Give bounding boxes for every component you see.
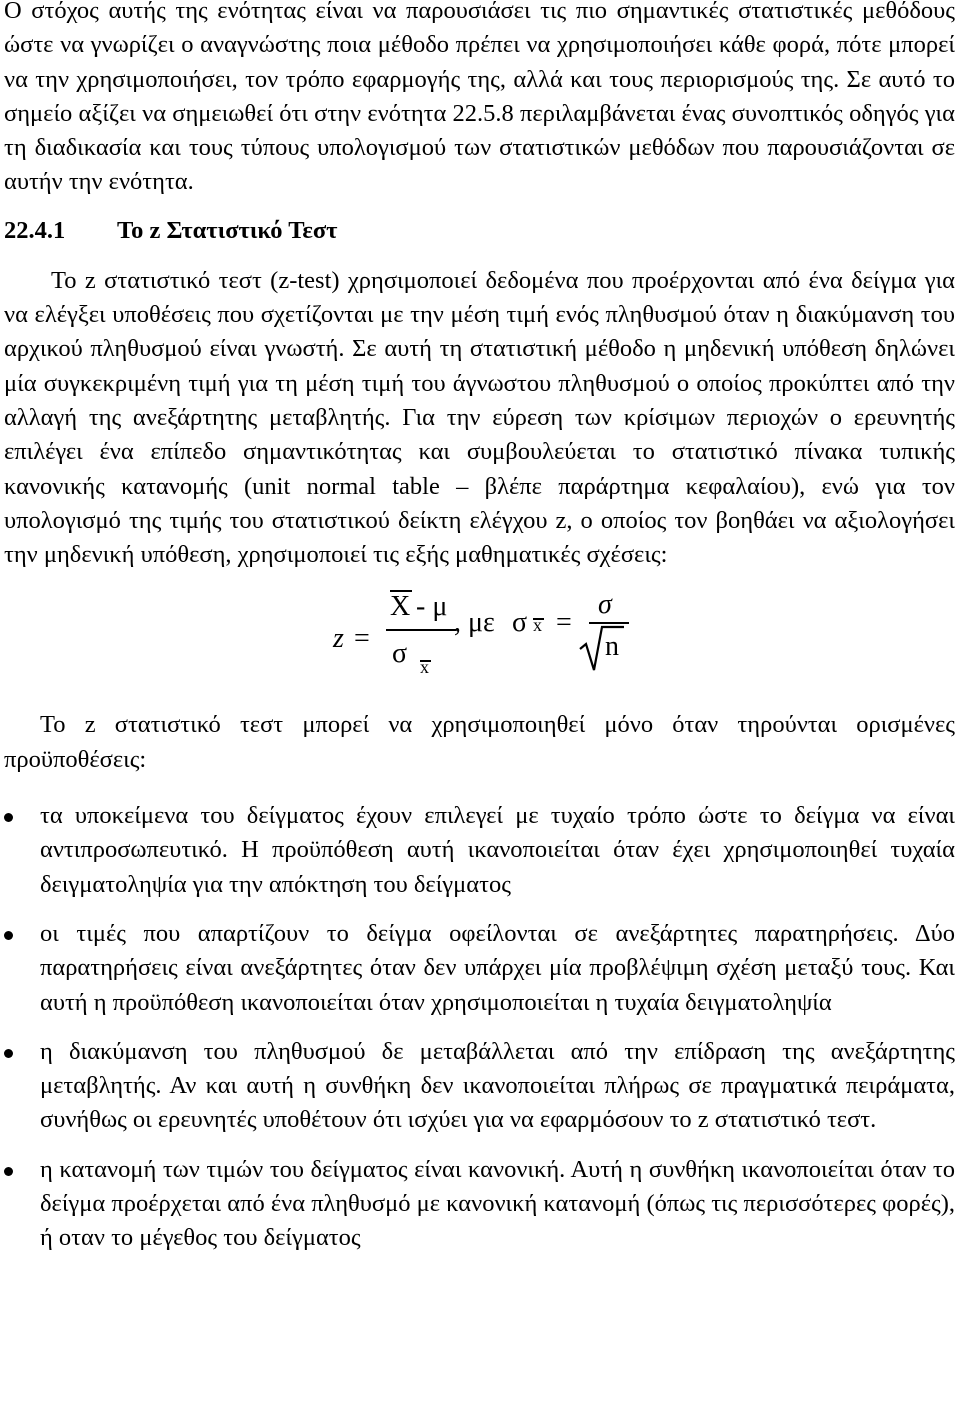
list-item-text: η κατανομή των τιμών του δείγματος είναι κανονική. Αυτή η συνθήκη ικανοποιείται όταν το δείγμα προέρχεται από ένα πληθυσμό με κανονική κατανομή (όπως τις περισσότερες φορές), ή οταν το μέγεθος του δείγματος xyxy=(40,1155,955,1252)
formula-sigma2: σ xyxy=(512,607,528,639)
formula-numerator-rest: - μ xyxy=(416,591,448,623)
intro-paragraph: Ο στόχος αυτής της ενότητας είναι να παρουσιάσει τις πιο σημαντικές στατιστικές μεθόδους ώστε να γνωρίζει ο αναγνώστης ποια μέθοδο πρέπει να χρησιμοποιήσει κάθε φορά, πότε μπορεί να την χρησιμοποιήσει, τον τρόπο εφαρμογής της, αλλά και τους περιορισμούς της. Σε αυτό το σημείο αξίζει να σημειωθεί ότι στην ενότητα 22.5.8 περιλαμβάνεται ένας συνοπτικός οδηγός για τη διαδικασία και τους τύπους υπολογισμού των στατιστικών μεθόδων που παρουσιάζονται σε αυτήν την ενότητα. xyxy=(4,0,955,196)
formula-subscript2-x: x xyxy=(533,615,542,636)
section-number: 22.4.1 xyxy=(4,216,66,244)
z-formula xyxy=(4,582,955,694)
formula-fraction-line xyxy=(386,629,456,631)
formula-frac2-denominator: n xyxy=(605,631,619,663)
formula-frac2-numerator: σ xyxy=(598,589,612,621)
formula-equals: = xyxy=(354,623,370,655)
list-item-text: η διακύμανση του πληθυσμού δε μεταβάλλεται από την επίδραση της ανεξάρτητης μεταβλητής. Αν και αυτή η συνθήκη δεν ικανοποιείται πλήρως σε πραγματικά πειράματα, συνήθως οι ερευνητές υποθέτουν ότι ισχύει για να εφαρμόσουν το z στατιστικό τεστ. xyxy=(40,1037,955,1134)
conditions-intro: Το z στατιστικό τεστ μπορεί να χρησιμοποιηθεί μόνο όταν τηρούνται ορισμένες προϋποθέσεις: xyxy=(4,711,955,773)
list-item xyxy=(4,1153,955,1256)
list-item-text: οι τιμές που απαρτίζουν το δείγμα οφείλονται σε ανεξάρτητες παρατηρήσεις. Δύο παρατηρήσεις είναι ανεξάρτητες όταν δεν υπάρχει μία προβλέψιμη σχέση μεταξύ τους. Και αυτή η προϋπόθεση ικανοποιείται όταν χρησιμοποιείται η τυχαία δειγματοληψία xyxy=(40,919,955,1016)
bullet-icon xyxy=(4,931,13,940)
formula-separator: , με xyxy=(454,607,495,639)
conditions-list xyxy=(4,799,955,1256)
formula-subscript-x: x xyxy=(420,657,429,678)
section-heading xyxy=(4,214,955,248)
bullet-icon xyxy=(4,1049,13,1058)
bullet-icon xyxy=(4,813,13,822)
list-item-text: τα υποκείμενα του δείγματος έχουν επιλεγεί με τυχαίο τρόπο ώστε το δείγμα να είναι αντιπροσωπευτικό. Η προϋπόθεση αυτή ικανοποιείται όταν έχει χρησιμοποιηθεί τυχαία δειγματοληψία για την απόκτηση του δείγματος xyxy=(40,802,955,898)
list-item xyxy=(4,917,955,1020)
formula-denominator-sigma: σ xyxy=(392,638,408,670)
list-item xyxy=(4,799,955,902)
bullet-icon xyxy=(4,1167,13,1176)
formula-z: z xyxy=(333,623,344,655)
formula-equals2: = xyxy=(556,607,572,639)
description-paragraph: Το z στατιστικό τεστ (z-test) χρησιμοποιεί δεδομένα που προέρχονται από ένα δείγμα για να ελέγξει υποθέσεις που σχετίζονται με την μέση τιμή ενός πληθυσμού όταν η διακύμανση του αρχικού πληθυσμού είναι γνωστή. Σε αυτή τη στατιστική μέθοδο η μηδενική υπόθεση δηλώνει μία συγκεκριμένη τιμή για τη μέση τιμή του άγνωστου πληθυσμού ο οποίος προκύπτει από την αλλαγή της ανεξάρτητης μεταβλητής. Για την εύρεση των κρίσιμων περιοχών ο ερευνητής επιλέγει ένα επίπεδο σημαντικότητας και συμβουλεύεται το στατιστικό πίνακα τυπικής κανονικής κατανομής (unit normal table – βλέπε παράρτημα κεφαλαίου), ενώ για τον υπολογισμό της τιμής του στατιστικού δείκτη ελέγχου z, ο οποίος τον βοηθάει να αξιολογήσει την μηδενική υπόθεση, χρησιμοποιεί τις εξής μαθηματικές σχέσεις: xyxy=(4,266,955,569)
document-page xyxy=(4,0,955,1271)
list-item xyxy=(4,1035,955,1138)
section-title: Το z Στατιστικό Τεστ xyxy=(117,216,338,244)
formula-numerator-x: X xyxy=(390,591,411,623)
